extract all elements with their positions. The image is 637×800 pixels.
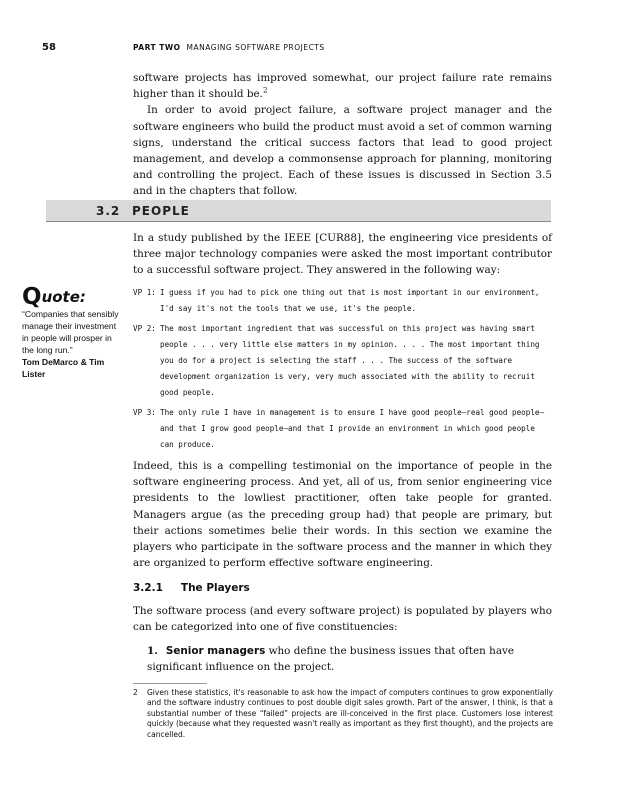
quote-author: Tom DeMarco & Tim Lister [22, 357, 105, 379]
list-number: 1. [147, 645, 158, 657]
subsection-heading [133, 582, 250, 594]
study-paragraph: In a study published by the IEEE [CUR88], the engineering vice presidents of three major technology companies were asked the most important contributor to a successful software project. They answered in the following way: [133, 232, 552, 277]
vp-quote [133, 405, 553, 453]
list-term: Senior managers [165, 645, 266, 657]
part-title: MANAGING SOFTWARE PROJECTS [186, 43, 325, 52]
vp-label: VP 2: [133, 324, 156, 333]
section-heading-bar [46, 200, 551, 222]
vp-quote [133, 321, 553, 401]
testimonial-paragraph: Indeed, this is a compelling testimonial on the importance of people in the software engineering process. And yet, all of us, from senior engineering vice presidents to the lowliest practitioner, often take people for granted. Managers argue (as the preceding group had) that people are primary, but their actions sometimes belie their words. In this section we examine the players who participate in the software process and the manner in which they are organized to perform effective software engineering. [133, 460, 552, 570]
vp-quotes [133, 285, 553, 457]
quote-logo [22, 282, 124, 308]
list-text: who define the business issues that often have significant influence on the project. [147, 645, 515, 674]
intro-paragraph-2: In order to avoid project failure, a software project manager and the software engineers who build the product must avoid a set of common warning signs, understand the critical success factors that lead to good project management, and develop a commonsense approach for planning, monitoring and controlling the project. Each of these issues is discussed in Section 3.5 and in the chapters that follow. [133, 104, 552, 198]
section-number: 3.2 [96, 204, 121, 218]
quote-sidebar [22, 282, 124, 380]
intro-p1-text: software projects has improved somewhat, our project failure rate remains higher than it should be. [133, 72, 552, 101]
part-label: PART TWO [133, 43, 181, 52]
subsection-number: 3.2.1 [133, 582, 163, 594]
footnote-text: Given these statistics, it's reasonable to ask how the impact of computers continues to grow exponentially and the software industry continues to post double digit sales growth. Part of the answer, I think, is that a substantial number of these “failed” projects are ill-conceived in the first place. Customers lose interest quickly (because what they requested wasn't really as important as they first thought), and the projects are cancelled. [147, 688, 553, 739]
vp-text: I guess if you had to pick one thing out that is most important in our environment, I'd say it's not the tools that we use, it's the people. [160, 288, 540, 313]
footnote-ref: 2 [263, 86, 268, 95]
list-item [147, 643, 551, 675]
intro-text [133, 70, 552, 200]
footnote [133, 688, 553, 740]
players-paragraph: The software process (and every software project) is populated by players who can be categorized into one of five constituencies: [133, 605, 552, 634]
quote-text: “Companies that sensibly manage their investment in people will prosper in the long run.” [22, 309, 119, 355]
running-header [133, 43, 325, 52]
vp-label: VP 3: [133, 408, 156, 417]
intro-paragraph-1 [133, 70, 552, 102]
footnote-divider [133, 683, 207, 684]
quote-logo-letter: Q [22, 284, 42, 310]
section-title: PEOPLE [132, 204, 190, 218]
vp-label: VP 1: [133, 288, 156, 297]
vp-text: The most important ingredient that was successful on this project was having smart people . . . very little else matters in my opinion. . . . The most important thing you do for a project is selecting the staff . . . The success of the software development organization is very, very much associated with the ability to recruit good people. [160, 324, 540, 397]
vp-quote [133, 285, 553, 317]
quote-logo-text: uote: [41, 288, 86, 306]
subsection-title: The Players [180, 582, 250, 594]
vp-text: The only rule I have in management is to ensure I have good people—real good people—and that I grow good people—and that I provide an environment in which good people can produce. [160, 408, 545, 449]
page-number: 58 [42, 42, 56, 53]
footnote-number: 2 [133, 688, 138, 697]
